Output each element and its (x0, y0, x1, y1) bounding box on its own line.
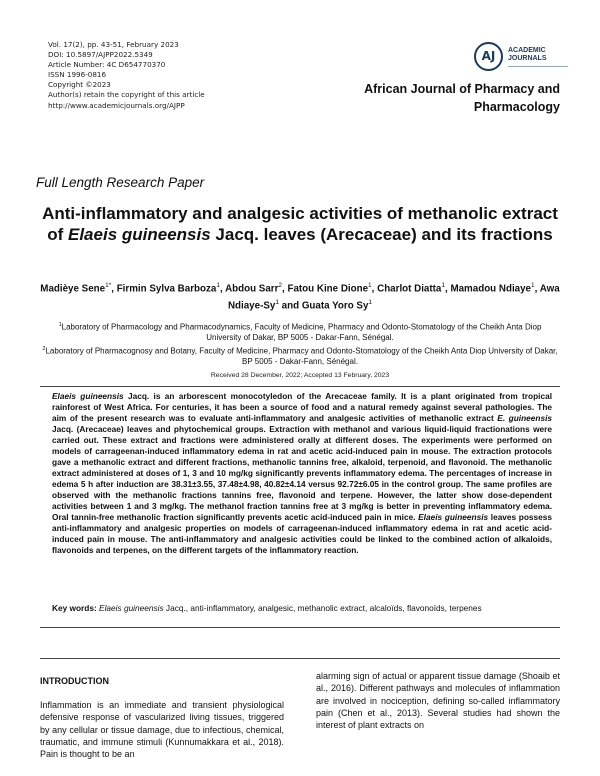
title-species: Elaeis guineensis (68, 225, 211, 244)
abstract (52, 391, 552, 556)
publisher-logo-mark: AJ (474, 42, 503, 71)
affiliations (40, 320, 560, 367)
author-separator: , (282, 283, 288, 295)
author-name: Awa Ndiaye-Sy (227, 283, 560, 312)
meta-doi: DOI: 10.5897/AJPP2022.5349 (48, 50, 153, 60)
affiliation-text: Laboratory of Pharmacology and Pharmacodynamics, Faculty of Medicine, Pharmacy and Odonto-Stomatology of the Cheikh Anta Diop University of Dakar, BP 5005 - Dakar-Fann, Sénégal. (61, 322, 542, 343)
author-affiliation-mark: 1* (105, 282, 112, 289)
section-heading-introduction: INTRODUCTION (40, 676, 109, 686)
abstract-species-1: Elaeis guineensis (52, 391, 124, 401)
journal-name-line2: Pharmacology (473, 100, 560, 114)
affiliation (40, 344, 560, 368)
author-affiliation-mark: 1 (441, 282, 445, 289)
article-metadata (48, 40, 205, 111)
publisher-logo-line1: ACADEMIC (508, 47, 546, 54)
author-separator: , (534, 283, 540, 295)
meta-rights: Author(s) retain the copyright of this article (48, 90, 205, 100)
divider-bottom (40, 658, 560, 659)
keywords (52, 603, 552, 614)
intro-column-left: Inflammation is an immediate and transient physiological defensive response of vascularized living tissues, triggered by any cellular or tissue damage, due to infectious, chemical, traumatic, and immune stimuli (Kunnumakkara et al., 2018). Pain is thought to be an (40, 700, 284, 760)
keywords-label: Key words: (52, 603, 97, 613)
paper-type: Full Length Research Paper (36, 175, 205, 190)
paper-title (40, 203, 560, 245)
abstract-text-3: leaves possess anti-inflammatory and analgesic properties on models of carrageenan-induced inflammatory edema in rat and acetic acid-induced pain in mouse. The anti-inflammatory and analgesic activities could be linked to the combined action of alkaloids, flavonoids and terpenes, on the different targets of the inflammatory reaction. (52, 512, 553, 555)
author-name: Firmin Sylva Barboza (116, 283, 217, 295)
author-separator: , (111, 283, 117, 295)
meta-volume: Vol. 17(2), pp. 43-51, February 2023 (48, 40, 179, 49)
publisher-logo-text (508, 47, 547, 63)
meta-issn: ISSN 1996-0816 (48, 70, 107, 80)
journal-name-line1: African Journal of Pharmacy and (364, 82, 560, 96)
title-part2: Jacq. leaves (Arecaceae) and its fractions (215, 225, 553, 244)
divider-keywords (40, 627, 560, 628)
keywords-species: Elaeis guineensis (99, 603, 164, 613)
affiliation-number: 2 (42, 345, 46, 352)
abstract-text-1: Jacq. is an arborescent monocotyledon of the Arecaceae family. It is a plant originated from tropical rainforest of West Africa. For centuries, it has been a source of food and a natural remedy against several pathologies. The aim of the present research was to evaluate anti-inflammatory and analgesic activities of methanolic extract (52, 391, 552, 423)
affiliation-number: 1 (58, 322, 62, 328)
author-separator: , (444, 283, 451, 295)
publisher-logo (474, 42, 584, 76)
author-affiliation-mark: 1 (275, 299, 279, 307)
journal-name (364, 80, 560, 116)
author-separator: , (371, 283, 378, 295)
author-affiliation-mark: 1 (531, 282, 535, 289)
author-name: Guata Yoro Sy (301, 300, 369, 312)
author-name: Madièye Sene (40, 283, 106, 295)
intro-column-right: alarming sign of actual or apparent tissue damage (Shoaib et al., 2016). Different pathways and molecules of inflammation are involved in nociception, defining so-called inflammatory pain (Chen et al., 2013). Several studies had shown the interest of plant extracts on (316, 671, 560, 731)
author-separator: and (278, 300, 302, 312)
abstract-species-2: E. guineensis (497, 413, 553, 423)
abstract-species-3: Elaeis guineensis (418, 512, 489, 522)
author-affiliation-mark: 1 (368, 299, 373, 307)
author-separator: , (219, 283, 226, 295)
author-affiliation-mark: 1 (368, 282, 372, 289)
author-name: Charlot Diatta (377, 283, 442, 295)
received-dates: Received 28 December, 2022; Accepted 13 February, 2023 (210, 372, 390, 379)
meta-copyright: Copyright ©2023 (48, 80, 111, 90)
divider-top (40, 386, 560, 387)
meta-article-number: Article Number: 4C D654770370 (48, 60, 166, 70)
author-affiliation-mark: 1 (216, 282, 220, 289)
affiliation-text: Laboratory of Pharmacognosy and Botany, Faculty of Medicine, Pharmacy and Odonto-Stomatology of the Cheikh Anta Diop University of Dakar, BP 5005 - Dakar-Fann, Sénégal. (45, 346, 558, 366)
author-affiliation-mark: 2 (278, 282, 283, 289)
keywords-list: Jacq., anti-inflammatory, analgesic, methanolic extract, alcaloïds, flavonoïds, terpenes (163, 603, 482, 613)
publisher-logo-tagline (508, 66, 568, 67)
affiliation (40, 320, 560, 344)
title-part1: Anti-inflammatory and analgesic activities of methanolic extract of (42, 204, 558, 244)
author-name: Abdou Sarr (225, 283, 279, 295)
author-name: Fatou Kine Dione (287, 283, 369, 295)
meta-url[interactable]: http://www.academicjournals.org/AJPP (48, 100, 185, 110)
abstract-text-2: Jacq. (Arecaceae) leaves and phytochemical groups. Extraction with methanol and various liquid-liquid fractionations were carried out. These extract and fractions were administered orally at different doses. The experiments were performed on models of carrageenan-induced inflammatory edema in rat and acetic acid-induced pain in mouse. The extraction protocols gave a methanolic extract and different fractions, methanolic tannins free, alkaloid, terpenoid, and flavonoid. The methanolic extract administered at doses of 1, 3 and 10 mg/kg significantly prevents inflammatory edema. The percentages of increase in edema 5 h after induction are 38.31±3.55, 37.48±4.98, 40.82±4.14 versus 92.72±6.05 in the control group. The same profiles are observed with the methanolic fractions tannins free, flavonoid and terpene. However, the latter show dose-dependent activities between 1 and 3 mg/kg. The methanol fraction tannins free at 3 mg/kg is better in preventing inflammatory edema. Oral tannin-free methanolic fraction significantly prevents acetic acid-induced pain in mice. (52, 424, 552, 522)
author-name: Mamadou Ndiaye (450, 283, 532, 295)
author-list (40, 279, 560, 314)
publisher-logo-line2: JOURNALS (508, 55, 547, 62)
